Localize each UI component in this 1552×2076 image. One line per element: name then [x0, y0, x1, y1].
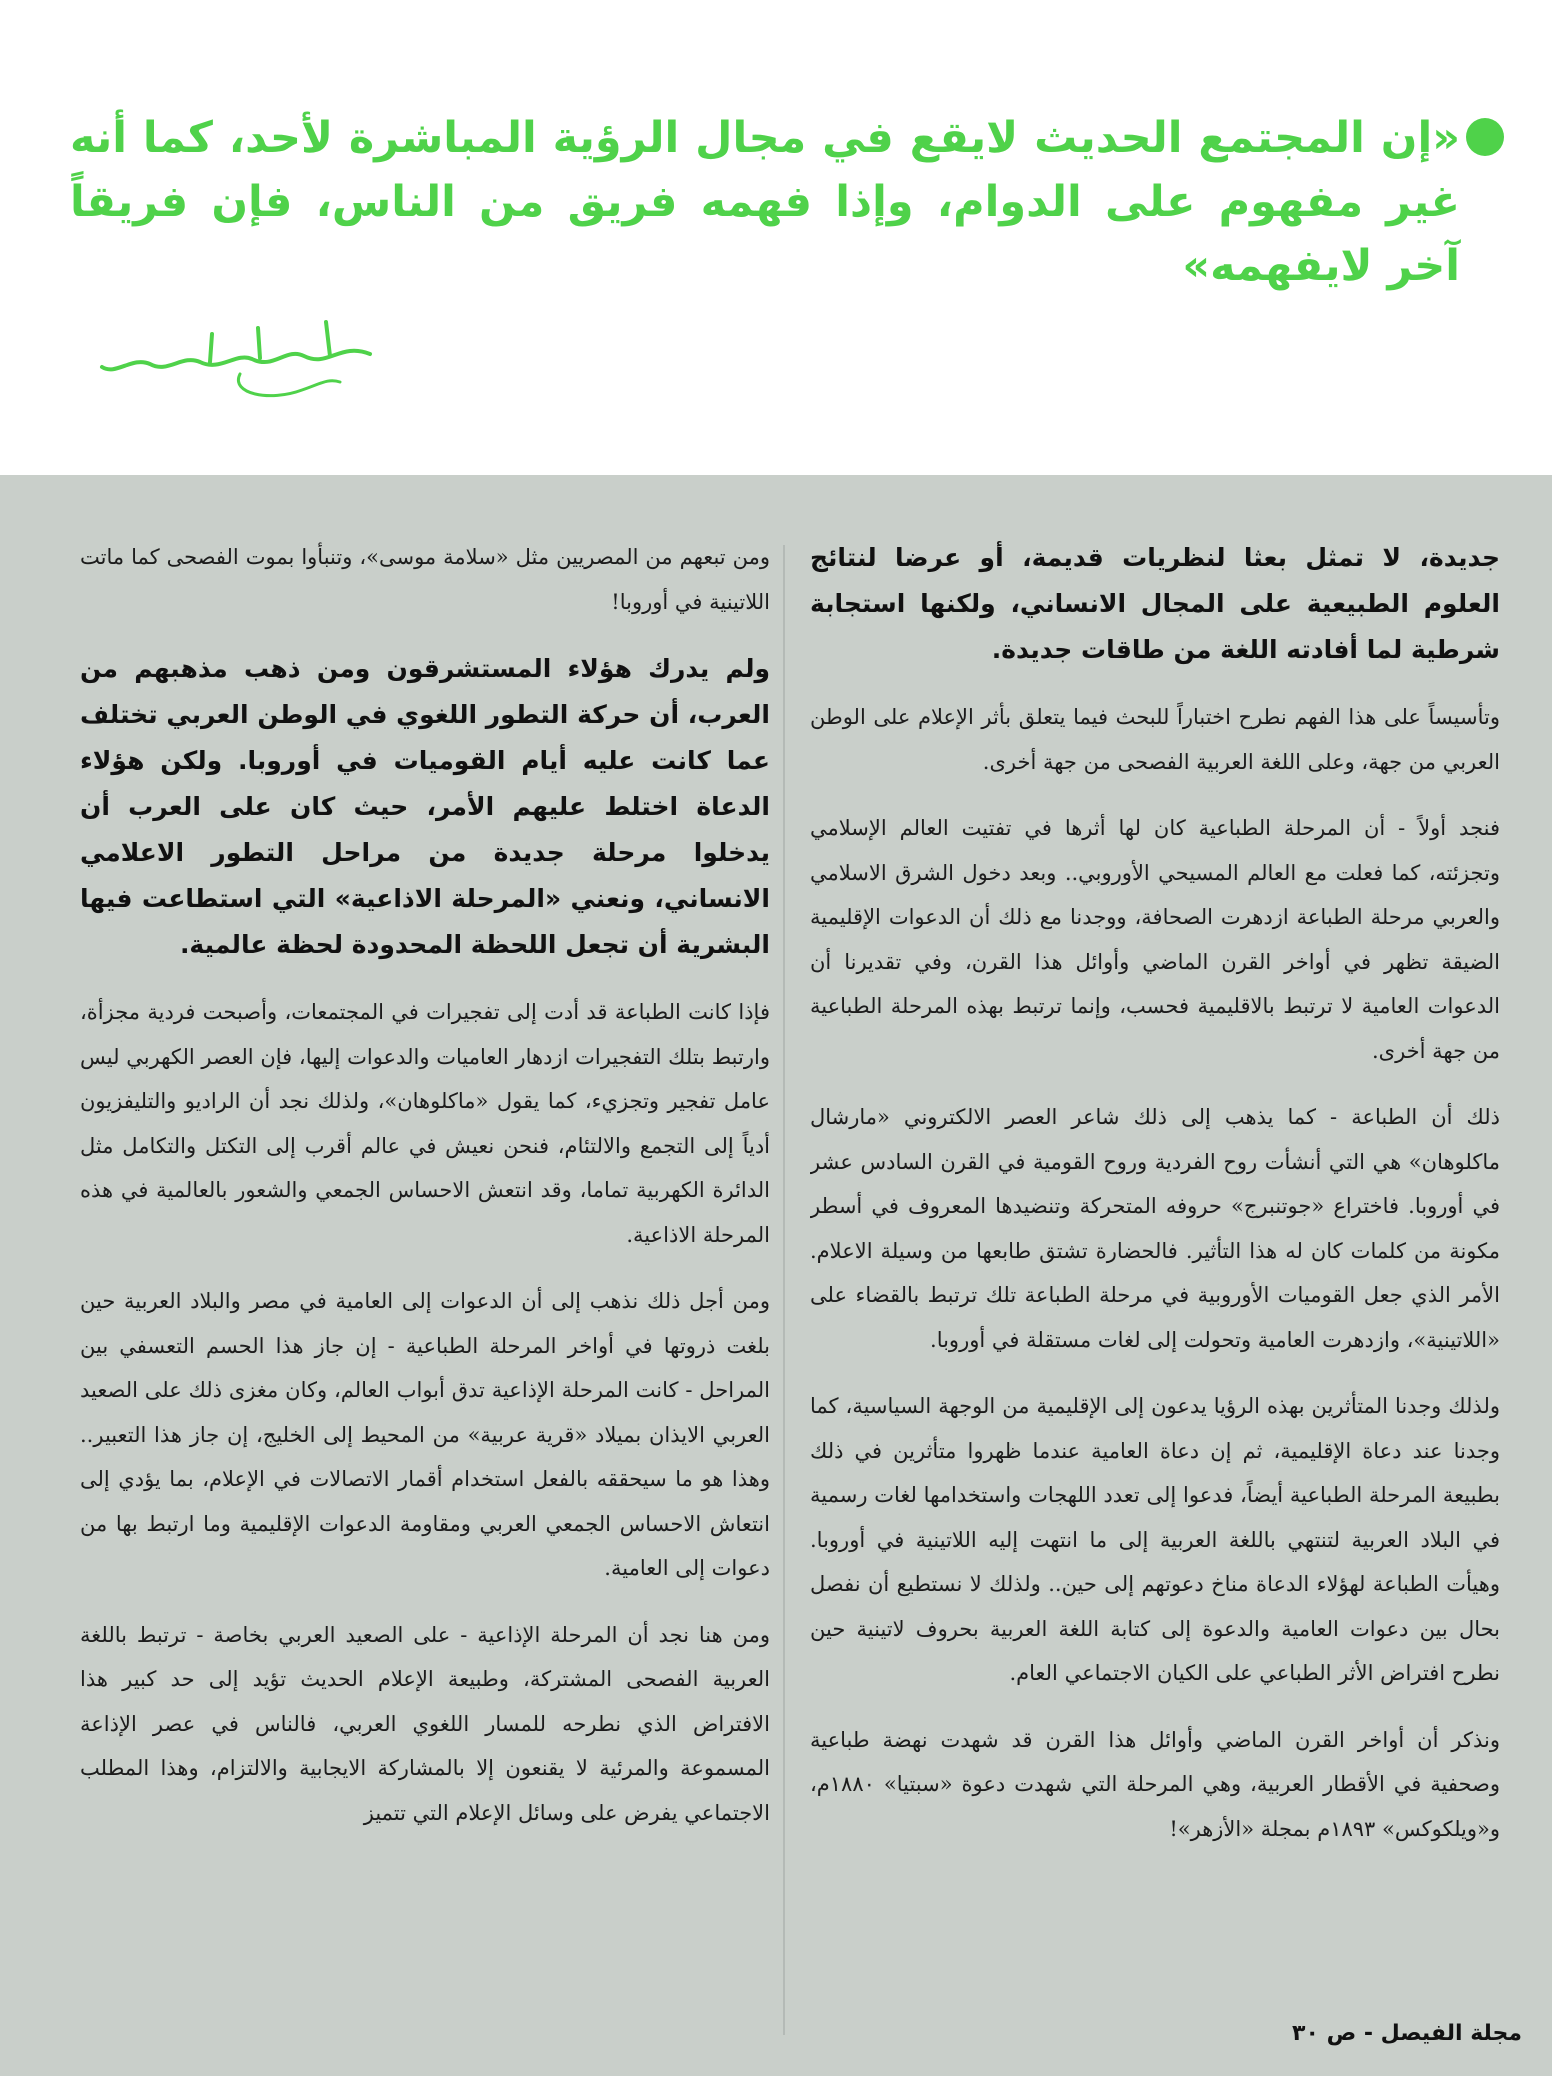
- article-body: [0, 475, 1552, 2076]
- paragraph: ونذكر أن أواخر القرن الماضي وأوائل هذا القرن قد شهدت نهضة طباعية وصحفية في الأقطار العربية، وهي المرحلة التي شهدت دعوة «سبتيا» ١٨٨٠م، و«ويلكوكس» ١٨٩٣م بمجلة «الأزهر»!: [810, 1727, 1500, 1841]
- paragraph: فإذا كانت الطباعة قد أدت إلى تفجيرات في المجتمعات، وأصبحت فردية مجزأة، وارتبط بتلك التفجيرات ازدهار العاميات والدعوات إليها، فإن العصر الكهربي ليس عامل تفجير وتجزيء، كما يقول «ماكلوهان»، ولذلك نجد أن الراديو والتليفزيون أدياً إلى التجمع والالتئام، فنحن نعيش في عالم أقرب إلى التكتل والتكامل مثل الدائرة الكهربية تماما، وقد انتعش الاحساس الجمعي والشعور بالعالمية في هذه المرحلة الاذاعية.: [80, 1000, 770, 1247]
- signature-icon: [90, 312, 380, 412]
- paragraph: ولم يدرك هؤلاء المستشرقون ومن ذهب مذهبهم من العرب، أن حركة التطور اللغوي في الوطن العربي تختلف عما كانت عليه أيام القوميات في أوروبا. ولكن هؤلاء الدعاة اختلط عليهم الأمر، حيث كان على العرب أن يدخلوا مرحلة جديدة من مراحل التطور الاعلامي الانساني، ونعني «المرحلة الاذاعية» التي استطاعت فيها البشرية أن تجعل اللحظة المحدودة لحظة عالمية.: [80, 654, 770, 959]
- paragraph: ولذلك وجدنا المتأثرين بهذه الرؤيا يدعون إلى الإقليمية من الوجهة السياسية، كما وجدنا عند دعاة الإقليمية، ثم إن دعاة العامية عندما ظهروا متأثرين في ذلك بطبيعة المرحلة الطباعية أيضاً، فدعوا إلى تعدد اللهجات واستخدامها لغات رسمية في البلاد العربية لتنتهي باللغة العربية إلى ما انتهت إليه اللاتينية في أوروبا. وهيأت الطباعة لهؤلاء الدعاة مناخ دعوتهم إلى حين.. ولذلك لا نستطيع أن نفصل بحال بين دعوات العامية والدعوة إلى كتابة اللغة العربية بحروف لاتينية حين نطرح افتراض الأثر الطباعي على الكيان الاجتماعي العام.: [810, 1394, 1500, 1685]
- page-footer: مجلة الفيصل - ص ٣٠: [1292, 2021, 1522, 2046]
- column-divider: [783, 545, 785, 2035]
- paragraph: ومن تبعهم من المصريين مثل «سلامة موسى»، وتنبأوا بموت الفصحى كما ماتت اللاتينية في أوروبا!: [80, 545, 770, 614]
- paragraph: ذلك أن الطباعة - كما يذهب إلى ذلك شاعر العصر الالكتروني «مارشال ماكلوهان» هي التي أنشأت روح الفردية وروح القومية في القرن السادس عشر في أوروبا. فاختراع «جوتنبرج» حروفه المتحركة وتنضيدها المعروف في أسطر مكونة من كلمات كان له هذا التأثير. فالحضارة تشتق طابعها من وسيلة الاعلام. الأمر الذي جعل القوميات الأوروبية في مرحلة الطباعة تلك ترتبط بالقضاء على «اللاتينية»، وازدهرت العامية وتحولت إلى لغات مستقلة في أوروبا.: [810, 1105, 1500, 1352]
- quote-section: [0, 0, 1552, 475]
- paragraph: جديدة، لا تمثل بعثا لنظريات قديمة، أو عرضا لنتائج العلوم الطبيعية على المجال الانساني، ولكنها استجابة شرطية لما أفادته اللغة من طاقات جديدة.: [810, 543, 1500, 664]
- paragraph: ومن أجل ذلك نذهب إلى أن الدعوات إلى العامية في مصر والبلاد العربية حين بلغت ذروتها في أواخر المرحلة الطباعية - إن جاز هذا الحسم التعسفي بين المراحل - كانت المرحلة الإذاعية تدق أبواب العالم، وكان مغزى ذلك على الصعيد العربي الايذان بميلاد «قرية عربية» من المحيط إلى الخليج، إن جاز هذا التعبير.. وهذا هو ما سيحققه بالفعل استخدام أقمار الاتصالات في الإعلام، بما يؤدي إلى انتعاش الاحساس الجمعي العربي ومقاومة الدعوات الإقليمية وما ارتبط بها من دعوات إلى العامية.: [80, 1289, 770, 1580]
- column-left: [80, 535, 770, 2035]
- quote-author-signature: [90, 312, 380, 412]
- paragraph: فنجد أولاً - أن المرحلة الطباعية كان لها أثرها في تفتيت العالم الإسلامي وتجزئته، كما فعلت مع العالم المسيحي الأوروبي.. وبعد دخول الشرق الاسلامي والعربي مرحلة الطباعة ازدهرت الصحافة، ووجدنا مع ذلك أن الدعوات الإقليمية الضيقة تظهر في أواخر القرن الماضي وأوائل هذا القرن، وفي تقديرنا أن الدعوات العامية لا ترتبط بالاقليمية فحسب، وإنما ترتبط بهذه المرحلة الطباعية من جهة أخرى.: [810, 816, 1500, 1063]
- paragraph: وتأسيساً على هذا الفهم نطرح اختباراً للبحث فيما يتعلق بأثر الإعلام على الوطن العربي من جهة، وعلى اللغة العربية الفصحى من جهة أخرى.: [810, 705, 1500, 774]
- paragraph: ومن هنا نجد أن المرحلة الإذاعية - على الصعيد العربي بخاصة - ترتبط باللغة العربية الفصحى المشتركة، وطبيعة الإعلام الحديث تؤيد إلى حد كبير هذا الافتراض الذي نطرحه للمسار اللغوي العربي، فالناس في عصر الإذاعة المسموعة والمرئية لا يقنعون إلا بالمشاركة الايجابية والالتزام، وهذا المطلب الاجتماعي يفرض على وسائل الإعلام التي تتميز: [80, 1622, 770, 1825]
- quote-bullet-icon: [1466, 118, 1504, 156]
- pull-quote: «إن المجتمع الحديث لايقع في مجال الرؤية المباشرة لأحد، كما أنه غير مفهوم على الدوام، وإذا فهمه فريق من الناس، فإن فريقاً آخر لايفهمه»: [70, 113, 1460, 291]
- column-right: [810, 535, 1500, 2035]
